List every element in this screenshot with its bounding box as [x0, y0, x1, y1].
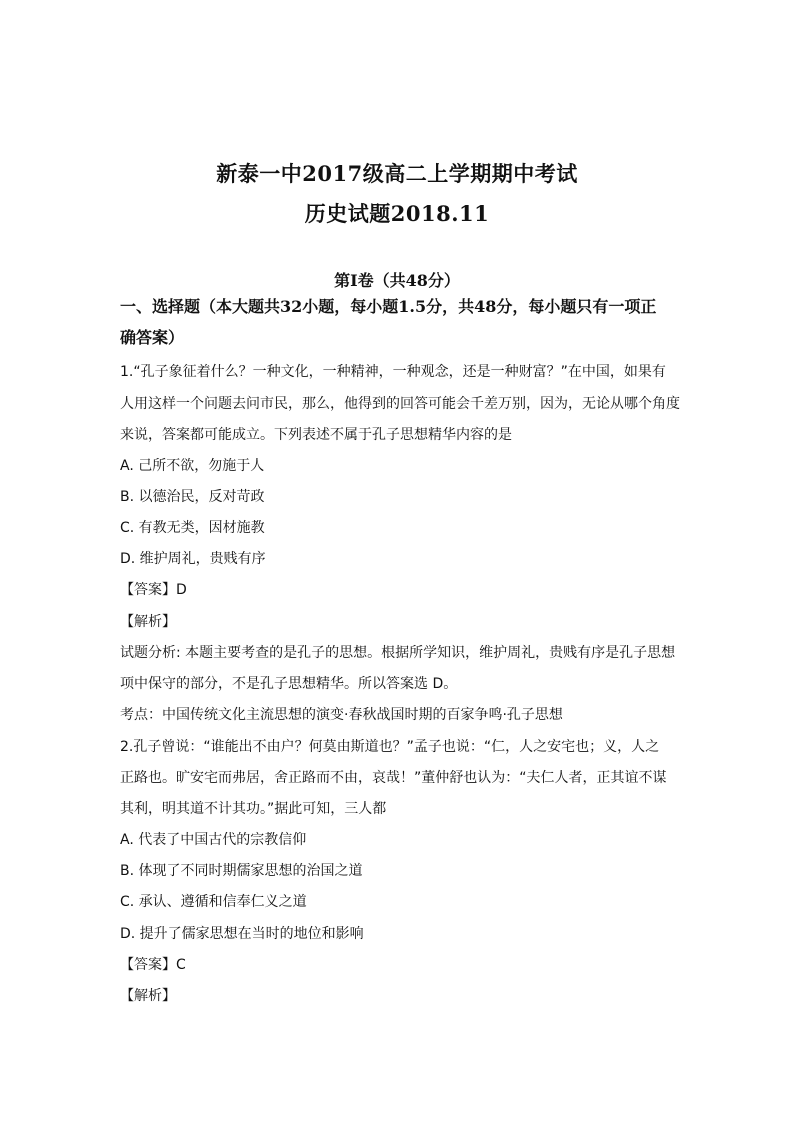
analysis-label: 【解析】 — [120, 614, 176, 630]
question-stem-line: 其利，明其道不计其功。”据此可知，三人都 — [120, 801, 387, 817]
option-d: D. 维护周礼，贵贱有序 — [120, 551, 266, 567]
section-title: 第I卷（共48分） — [334, 271, 460, 290]
question-stem-line: 来说，答案都可能成立。下列表述不属于孔子思想精华内容的是 — [120, 427, 512, 443]
analysis-label: 【解析】 — [120, 988, 176, 1004]
option-a: A. 代表了中国古代的宗教信仰 — [120, 832, 307, 848]
exam-title: 新泰一中2017级高二上学期期中考试 — [216, 161, 578, 186]
answer-label: 【答案】C — [120, 957, 186, 973]
question-stem-line: 2.孔子曾说：“谁能出不由户？何莫由斯道也？”孟子也说：“仁，人之安宅也；义，人之 — [120, 739, 660, 755]
question-stem-line: 人用这样一个问题去问市民，那么，他得到的回答可能会千差万别，因为，无论从哪个角度 — [120, 396, 680, 412]
option-b: B. 体现了不同时期儒家思想的治国之道 — [120, 863, 363, 879]
analysis-line: 项中保守的部分，不是孔子思想精华。所以答案选 D。 — [120, 676, 458, 692]
part-heading-line-1: 一、选择题（本大题共32小题，每小题1.5分，共48分，每小题只有一项正 — [120, 297, 657, 316]
answer-label: 【答案】D — [120, 582, 187, 598]
option-c: C. 承认、遵循和信奉仁义之道 — [120, 894, 307, 910]
option-d: D. 提升了儒家思想在当时的地位和影响 — [120, 926, 364, 942]
question-stem-line: 正路也。旷安宅而弗居，舍正路而不由，哀哉！”董仲舒也认为：“夫仁人者，正其谊不谋 — [120, 770, 667, 786]
option-a: A. 己所不欲，勿施于人 — [120, 458, 265, 474]
question-stem-line: 1.“孔子象征着什么？一种文化，一种精神，一种观念，还是一种财富？”在中国，如果有 — [120, 364, 666, 380]
exam-subtitle: 历史试题2018.11 — [304, 201, 490, 226]
knowledge-point: 考点：中国传统文化主流思想的演变·春秋战国时期的百家争鸣·孔子思想 — [120, 707, 563, 723]
part-heading-line-2: 确答案） — [120, 328, 185, 347]
analysis-line: 试题分析: 本题主要考查的是孔子的思想。根据所学知识，维护周礼，贵贱有序是孔子思想 — [120, 645, 676, 661]
option-c: C. 有教无类，因材施教 — [120, 520, 265, 536]
option-b: B. 以德治民，反对苛政 — [120, 489, 265, 505]
